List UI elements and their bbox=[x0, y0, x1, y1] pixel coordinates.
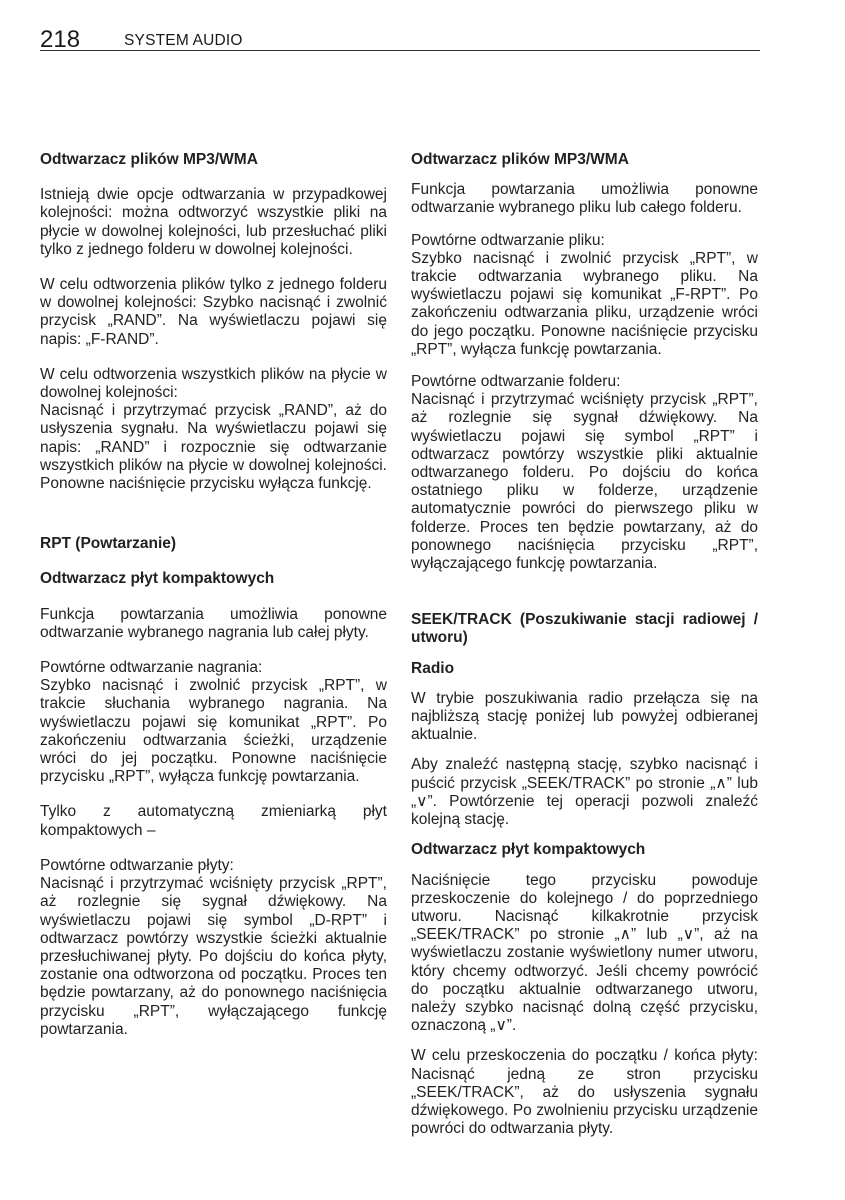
section-title: SYSTEM AUDIO bbox=[124, 32, 243, 49]
header-rule bbox=[40, 50, 760, 51]
mp3-paragraph: W celu odtworzenia plików tylko z jednego folderu w dowolnej kolejności: Szybko nacisnąć i zwolnić przycisk „RAND”. Na wyświetlaczu pojawi się napis: „F-RAND”. bbox=[40, 276, 387, 348]
cd-paragraph: Tylko z automatyczną zmieniarką płyt kompaktowych – bbox=[40, 803, 387, 839]
mp3-heading: Odtwarzacz plików MP3/WMA bbox=[40, 151, 258, 168]
right-column bbox=[411, 151, 758, 1138]
mp3-paragraph: Istnieją dwie opcje odtwarzania w przypadkowej kolejności: można odtworzyć wszystkie pliki na płycie w dowolnej kolejności, lub przesłuchać pliki tylko z jednego folderu w dowolnej kolejności. bbox=[40, 186, 387, 258]
cd-paragraph: Powtórne odtwarzanie płyty: bbox=[40, 856, 234, 874]
radio-heading: Radio bbox=[411, 659, 455, 677]
cd-paragraph: Nacisnąć i przytrzymać wciśnięty przycisk „RPT”, aż rozlegnie się sygnał dźwiękowy. Na wyświetlaczu pojawi się symbol „D-RPT” i odtwarzacz powtórzy wszystkie ścieżki aktualnie przesłuchiwanej płyty. Po dojściu do końca płyty, zostanie ona odtworzona od początku. Proces ten będzie powtarzany, aż do ponownego naciśnięcia przycisku „RPT”, wyłączającego funkcję powtarzania. bbox=[40, 875, 387, 1038]
left-column bbox=[40, 151, 387, 1039]
cd-paragraph: Powtórne odtwarzanie nagrania: bbox=[40, 659, 263, 677]
radio-paragraph: Aby znaleźć następną stację, szybko nacisnąć i puścić przycisk „SEEK/TRACK” po stronie „∧” lub „∨”. Powtórzenie tej operacji pozwoli znaleźć kolejną stację. bbox=[411, 756, 758, 829]
mp3-paragraph: Nacisnąć i przytrzymać przycisk „RAND”, aż do usłyszenia sygnału. Na wyświetlaczu pojawi się napis: „RAND” i rozpocznie się odtwarzanie wszystkich plików na płycie w dowolnej kolejności. Ponowne naciśnięcie przycisku wyłącza funkcję. bbox=[40, 402, 387, 493]
cd-heading: Odtwarzacz płyt kompaktowych bbox=[411, 841, 646, 859]
seek-track-heading: SEEK/TRACK (Poszukiwanie stacji radiowej / utworu) bbox=[411, 611, 758, 647]
mp3-paragraph: Nacisnąć i przytrzymać wciśnięty przycisk „RPT”, aż rozlegnie się sygnał dźwiękowy. Na wyświetlaczu pojawi się symbol „RPT” i odtwarzacz powtórzy wszystkie pliki aktualnie odtwarzanego folderu. Po dojściu do końca ostatniego pliku w folderze, urządzenie automatycznie powróci do pierwszego pliku w folderze. Proces ten będzie powtarzany, aż do ponownego naciśnięcia przycisku „RPT”, wyłączającego funkcję powtarzania. bbox=[411, 391, 758, 573]
cd-paragraph: Naciśnięcie tego przycisku powoduje przeskoczenie do kolejnego / do poprzedniego utworu. Nacisnąć kilkakrotnie przycisk „SEEK/TRACK” po stronie „∧” lub „∨”, aż na wyświetlaczu zostanie wyświetlony numer utworu, który chcemy odtworzyć. Jeśli chcemy powrócić do początku aktualnie odtwarzanego utworu, należy szybko nacisnąć dolną część przycisku, oznaczoną „∨”. bbox=[411, 871, 758, 1035]
mp3-paragraph: Szybko nacisnąć i zwolnić przycisk „RPT”, w trakcie odtwarzania wybranego pliku. Na wyświetlaczu pojawi się komunikat „F-RPT”. Po zakończeniu odtwarzania pliku, urządzenie wróci do jego początku. Ponowne naciśnięcie przycisku „RPT”, wyłącza funkcję powtarzania. bbox=[411, 249, 758, 358]
cd-paragraph: Funkcja powtarzania umożliwia ponowne odtwarzanie wybranego nagrania lub całej płyty. bbox=[40, 605, 387, 641]
radio-paragraph: W trybie poszukiwania radio przełącza się na najbliższą stację poniżej lub powyżej odbieranej aktualnie. bbox=[411, 689, 758, 744]
mp3-paragraph: Funkcja powtarzania umożliwia ponowne odtwarzanie wybranego pliku lub całego folderu. bbox=[411, 181, 758, 217]
cd-paragraph: Szybko nacisnąć i zwolnić przycisk „RPT”, w trakcie słuchania wybranego nagrania. Na wyświetlaczu pojawi się komunikat „RPT”. Po zakończeniu odtwarzania ścieżki, urządzenie wróci do jej początku. Ponowne naciśnięcie przycisku „RPT”, wyłącza funkcję powtarzania. bbox=[40, 677, 387, 786]
cd-heading: Odtwarzacz płyt kompaktowych bbox=[40, 570, 275, 588]
mp3-paragraph: Powtórne odtwarzanie pliku: bbox=[411, 231, 605, 249]
mp3-paragraph: W celu odtworzenia wszystkich plików na płycie w dowolnej kolejności: bbox=[40, 365, 387, 402]
rpt-heading: RPT (Powtarzanie) bbox=[40, 535, 177, 553]
page-number: 218 bbox=[40, 26, 81, 53]
mp3-heading: Odtwarzacz plików MP3/WMA bbox=[411, 151, 629, 168]
cd-paragraph: W celu przeskoczenia do początku / końca płyty: Nacisnąć jedną ze stron przycisku „SEEK/TRACK”, aż do usłyszenia sygnału dźwiękowego. Po zwolnieniu przycisku urządzenie powróci do odtwarzania płyty. bbox=[411, 1047, 758, 1138]
mp3-paragraph: Powtórne odtwarzanie folderu: bbox=[411, 373, 621, 391]
